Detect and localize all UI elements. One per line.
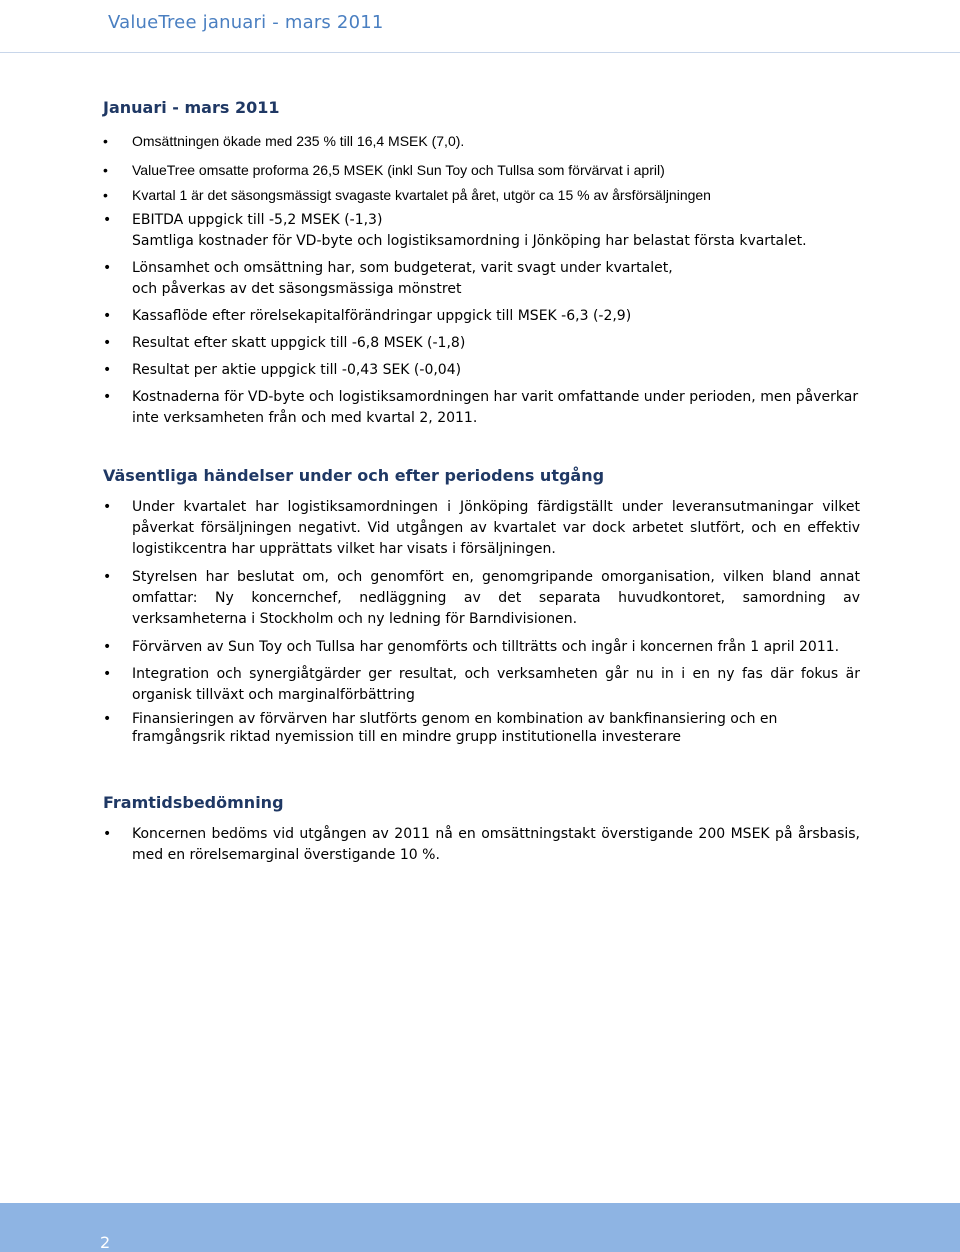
list-item-text: • Lönsamhet och omsättning har, som budgeterat, varit svagt under kvartalet, xyxy=(132,260,673,276)
list-item xyxy=(103,333,860,354)
list-item xyxy=(103,824,860,866)
list-item xyxy=(103,497,860,560)
list-item xyxy=(103,567,860,630)
outlook-list xyxy=(103,824,860,866)
q1-highlights-list xyxy=(103,131,860,429)
section-heading-q1: Januari - mars 2011 xyxy=(103,98,280,117)
list-item-text: Under kvartalet har logistiksamordningen i Jönköping färdigställt under leveransutmaningar vilket påverkat försäljningen negativt. Vid utgången av kvartalet var dock arbetet slutfört, och en effektiv logistikcentra har upprättats vilket har visats i försäljningen. xyxy=(132,499,860,557)
page-number: 2 xyxy=(100,1233,111,1252)
list-item xyxy=(103,387,860,429)
header-divider xyxy=(0,52,960,53)
list-item xyxy=(103,258,860,300)
list-item xyxy=(103,664,860,706)
list-item xyxy=(103,185,860,206)
list-item-text: Kostnaderna för VD-byte och logistiksamordningen har varit omfattande under perioden, men påverkar inte verksamheten från och med kvartal 2, 2011. xyxy=(132,389,859,426)
events-list xyxy=(103,497,860,746)
list-item-text: Resultat efter skatt uppgick till -6,8 MSEK (-1,8) xyxy=(132,335,466,351)
list-item xyxy=(103,710,860,746)
list-item-text: Kvartal 1 är det säsongsmässigt svagaste kvartalet på året, utgör ca 15 % av årsförsäljningen xyxy=(132,187,711,203)
list-item-text: ValueTree omsatte proforma 26,5 MSEK (inkl Sun Toy och Tullsa som förvärvat i april) xyxy=(132,162,665,178)
list-item-text-continued: och påverkas av det säsongsmässiga mönstret xyxy=(132,281,462,297)
section-heading-outlook: Framtidsbedömning xyxy=(103,793,284,812)
list-item xyxy=(103,306,860,327)
list-item-text: Styrelsen har beslutat om, och genomfört en, genomgripande omorganisation, vilken bland annat omfattar: Ny koncernchef, nedläggning av det separata huvudkontoret, samordning av verksamheterna i Stockholm och ny ledning för Barndivisionen. xyxy=(132,569,860,627)
section-heading-events: Väsentliga händelser under och efter periodens utgång xyxy=(103,466,605,485)
list-item-text: Resultat per aktie uppgick till -0,43 SEK (-0,04) xyxy=(132,362,462,378)
list-item-text: Finansieringen av förvärven har slutförts genom en kombination av bankfinansiering och en framgångsrik riktad nyemission till en mindre grupp institutionella investerare xyxy=(132,711,778,745)
page-footer-band xyxy=(0,1203,960,1252)
list-item-text: Förvärven av Sun Toy och Tullsa har genomförts och tillträtts och ingår i koncernen från 1 april 2011. xyxy=(132,639,840,655)
list-item-text: Koncernen bedöms vid utgången av 2011 nå en omsättningstakt överstigande 200 MSEK på årsbasis, med en rörelsemarginal överstigande 10 %. xyxy=(132,826,860,863)
page-header-title: ValueTree januari - mars 2011 xyxy=(108,12,384,33)
list-item-text: Integration och synergiåtgärder ger resultat, och verksamheten går nu in i en ny fas där fokus är organisk tillväxt och marginalförbättring xyxy=(132,666,860,703)
list-item xyxy=(103,210,860,252)
list-item xyxy=(103,637,860,658)
list-item xyxy=(103,131,860,152)
list-item-text-continued: Samtliga kostnader för VD-byte och logistiksamordning i Jönköping har belastat första kvartalet. xyxy=(132,233,807,249)
list-item-text: • EBITDA uppgick till -5,2 MSEK (-1,3) xyxy=(132,212,383,228)
list-item xyxy=(103,360,860,381)
list-item-text: Kassaflöde efter rörelsekapitalförändringar uppgick till MSEK -6,3 (-2,9) xyxy=(132,308,632,324)
list-item xyxy=(103,160,860,181)
list-item-text: Omsättningen ökade med 235 % till 16,4 MSEK (7,0). xyxy=(132,133,465,149)
